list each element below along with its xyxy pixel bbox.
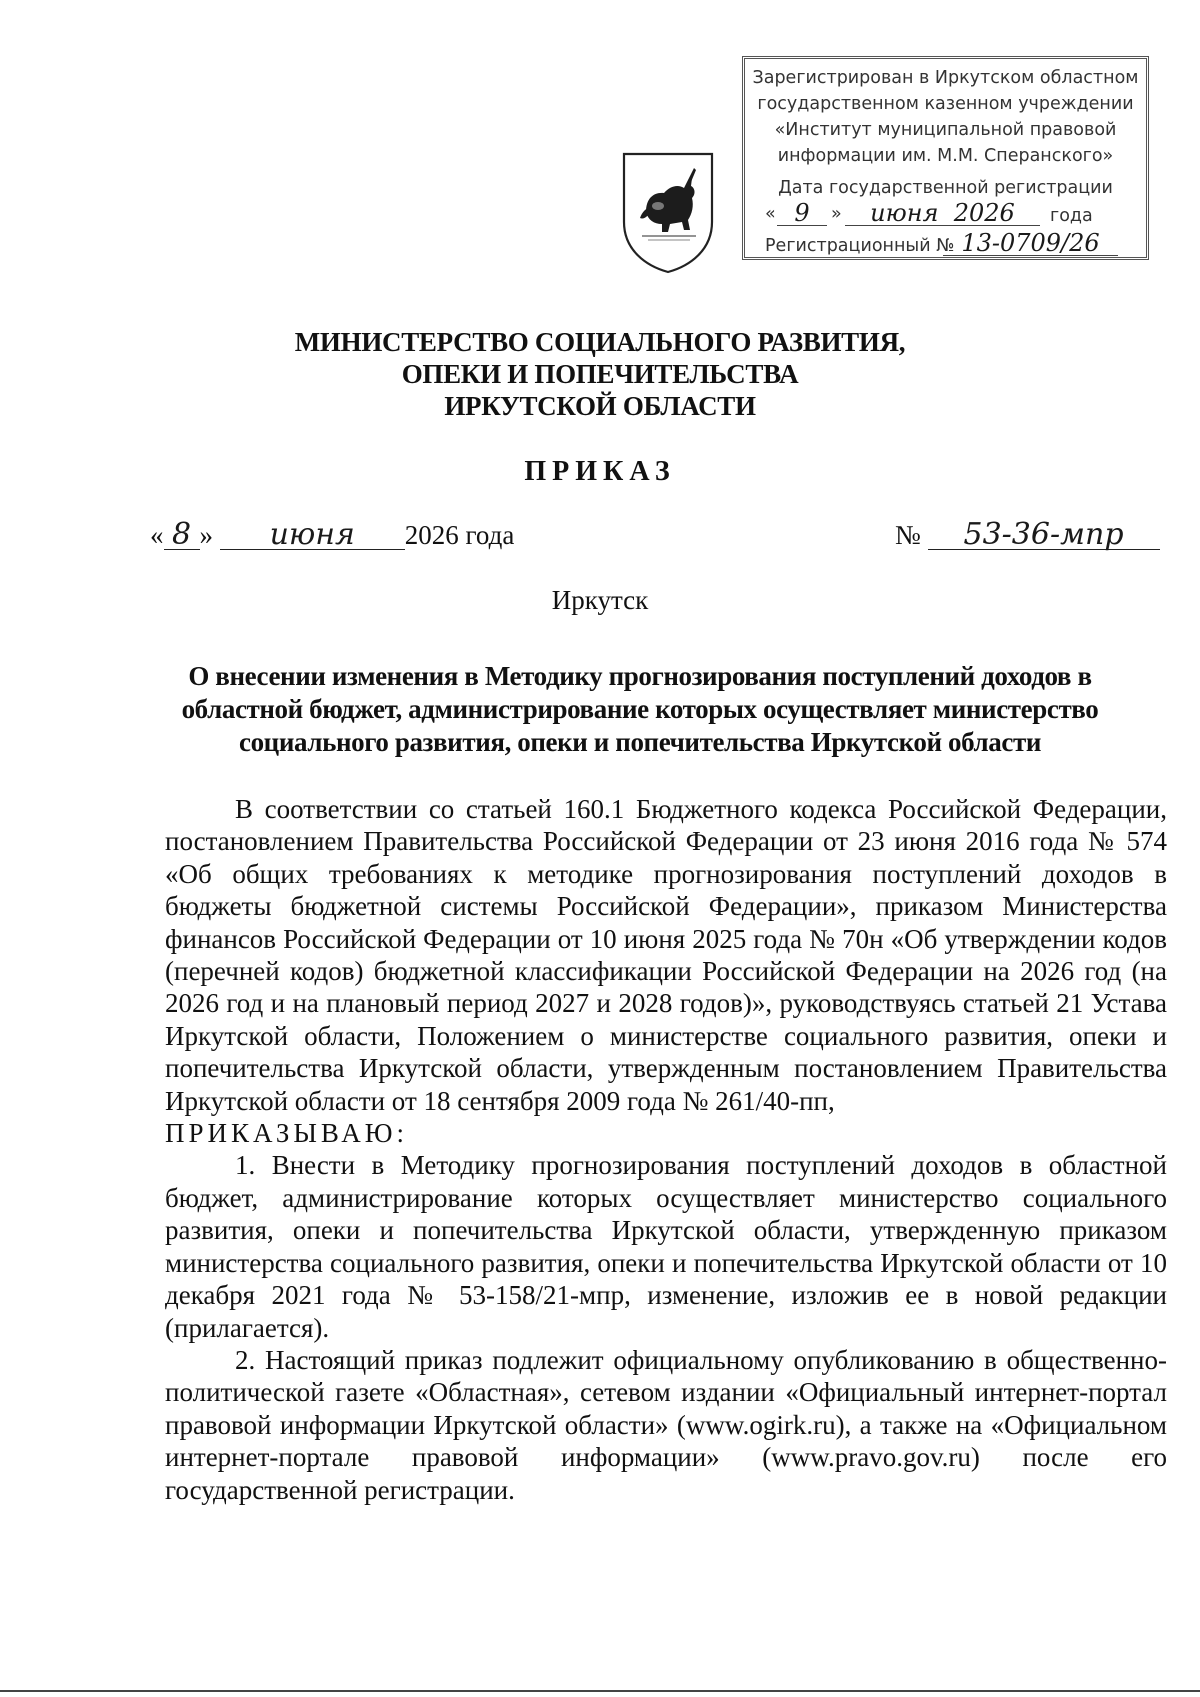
item-2-paragraph: 2. Настоящий приказ подлежит официальному опубликованию в общественно-политической газете «Областная», сетевом издании «Официальный интернет-портал правовой информации Иркутской области» (www.ogirk.ru), а также на «Официальном интернет-портале правовой информации» (www.pravo.gov.ru) после его государственной регистрации. [165, 1344, 1167, 1505]
stamp-line-3: «Институт муниципальной правовой [774, 120, 1117, 140]
stamp-year-suffix: года [1050, 206, 1093, 226]
stamp-month: июня [870, 199, 939, 227]
stamp-line-2: государственном казенном учреждении [757, 94, 1134, 114]
preamble-paragraph: В соответствии со статьей 160.1 Бюджетного кодекса Российской Федерации, постановлением Правительства Российской Федерации от 23 июня 2016 года № 574 «Об общих требованиях к методике прогнозирования поступлений доходов в бюджеты бюджетной системы Российской Федерации», приказом Министерства финансов Российской Федерации от 10 июня 2025 года № 70н «Об утверждении кодов (перечней кодов) бюджетной классификации Российской Федерации на 2026 год (на 2026 год и на плановый период 2027 и 2028 годов)», руководствуясь статьей 21 Устава Иркутской области, Положением о министерстве социального развития, опеки и попечительства Иркутской области, утвержденным постановлением Правительства Иркутской области от 18 сентября 2009 года № 261/40-пп, [165, 794, 1167, 1116]
ministry-line-1: МИНИСТЕРСТВО СОЦИАЛЬНОГО РАЗВИТИЯ, [294, 327, 906, 357]
ministry-line-3: ИРКУТСКОЙ ОБЛАСТИ [444, 391, 756, 421]
document-type: ПРИКАЗ [524, 456, 676, 487]
stamp-day: 9 [777, 201, 827, 226]
document-title: О внесении изменения в Методику прогнозирования поступлений доходов в областной бюджет, администрирование которых осуществляет министерство социального развития, опеки и попечительства Иркутской области [181, 661, 1099, 757]
stamp-line-1: Зарегистрирован в Иркутском областном [752, 68, 1139, 88]
stamp-date-row: « 9 » июня 2026 года [765, 199, 1093, 227]
stamp-reg-number: 13-0709/26 [943, 231, 1118, 256]
stamp-month-year [845, 201, 1040, 226]
order-year: 2026 года [404, 520, 515, 550]
stamp-date-label: Дата государственной регистрации [778, 178, 1113, 198]
order-number [895, 517, 1160, 552]
ministry-line-2: ОПЕКИ И ПОПЕЧИТЕЛЬСТВА [401, 359, 799, 389]
stamp-reg-label: Регистрационный № [765, 236, 955, 256]
order-number-value: 53-36-мпр [928, 521, 1160, 550]
city: Иркутск [551, 585, 649, 615]
order-number-prefix: № [895, 520, 921, 550]
order-month: июня [220, 521, 405, 550]
coat-of-arms-emblem [618, 150, 718, 275]
order-day: 8 [164, 521, 200, 550]
item-1-paragraph: 1. Внести в Методику прогнозирования поступлений доходов в областной бюджет, администрирование которых осуществляет министерство социального развития, опеки и попечительства Иркутской области, утвержденную приказом министерства социального развития, опеки и попечительства Иркутской области от 10 декабря 2021 года № 53-158/21-мпр, изменение, изложив ее в новой редакции (прилагается). [165, 1150, 1167, 1343]
order-date: « 8 » июня 2026 года [150, 517, 515, 552]
stamp-reg-row [745, 231, 1146, 261]
document-body [165, 793, 1167, 1506]
registration-stamp [742, 56, 1149, 260]
stamp-year: 2026 [953, 199, 1015, 227]
page-bottom-line [0, 1690, 1200, 1692]
order-directive: ПРИКАЗЫВАЮ: [165, 1118, 408, 1149]
ministry-heading [0, 326, 1200, 422]
stamp-line-4: информации им. М.М. Сперанского» [777, 146, 1114, 166]
